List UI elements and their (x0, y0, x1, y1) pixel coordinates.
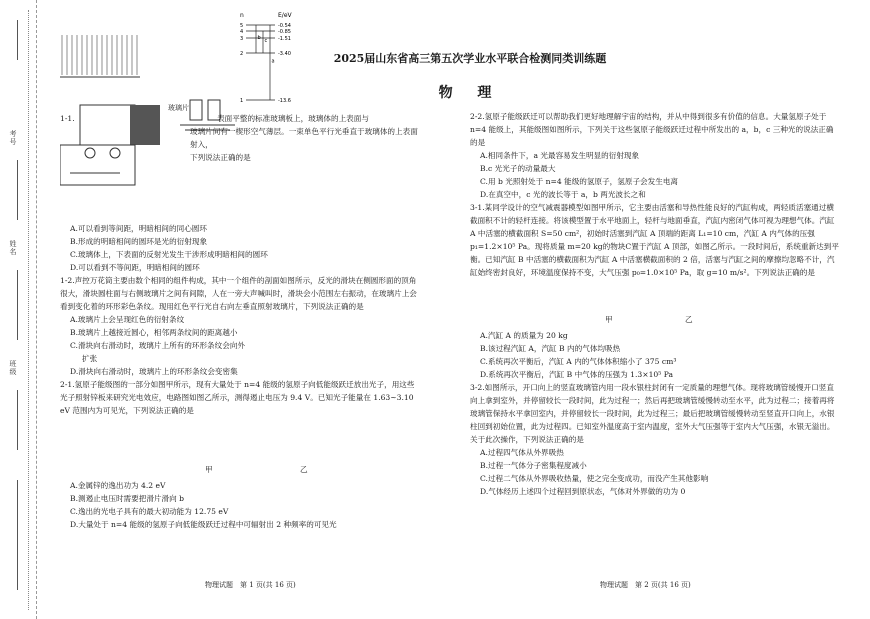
footer-right: 物理试题 第 2 页(共 16 页) (600, 581, 691, 589)
option: A.金属锌的逸出功为 4.2 eV (70, 481, 166, 490)
transition-label: c (264, 38, 268, 44)
energy-level-e: -3.40 (278, 51, 291, 57)
question-2-2: 2-2.氢原子能级跃迁可以帮助我们更好地理解宇宙的结构，并从中得到很多有价值的信息。大量氢原子处于 n=4 能级上，其能级图如图所示，下列关于这些氢原子能级跃迁过程中所发出的 a，b，c 三种光的说法正确的是 (470, 112, 834, 147)
figure-caption-jia: 甲 (605, 315, 613, 324)
figure-gap (470, 279, 840, 329)
energy-level-e: -0.85 (278, 29, 291, 35)
option: C.滑块向右滑动时，玻璃片上所有的环形条纹会向外 (70, 341, 246, 350)
option: D.系统再次平衡后，汽缸 B 中气体的压强为 1.3×10⁵ Pa (480, 370, 674, 379)
question-1-2: 1-2.声控万花筒主要由数个相同的组件构成，其中一个组件的剖面如图所示，反光的滑块在侧圆形面的顶角很大，滑块圆柱面与右侧玻璃片之间有间隙，人在一旁大声喊叫时，滑块会小范围左右振动，在玻璃片上会看到变化着的环形彩色条纹。现用红色平行光自右向左垂直照射玻璃片，下列说法正确的是 (60, 276, 417, 311)
figure-gap (60, 417, 420, 479)
margin-rule (17, 480, 18, 590)
option: B.形成的明暗相间的圆环是光的衍射现象 (70, 237, 208, 246)
cut-line (28, 10, 30, 610)
question-2-1: 2-1.氢原子能级图的一部分如图甲所示，现有大量处于 n=4 能级的氢原子向低能级跃迁放出光子，用这些光子照射锌板来研究光电效应，电路图如图乙所示，测得遏止电压为 9.4 V。已知光子能量在 1.63~3.10 eV 范围内为可见光，下列说法正确的是 (60, 380, 415, 415)
transition-label: a (271, 58, 275, 65)
energy-level-n: 5 (240, 23, 244, 29)
energy-header-e: E/eV (278, 12, 292, 19)
energy-level-n: 4 (240, 29, 244, 35)
question-1-1-stem (60, 112, 420, 125)
option: D.在真空中，c 光的波长等于 a，b 两光波长之和 (480, 190, 646, 199)
margin-label-name: 姓名 (9, 240, 17, 256)
question-number: 1-1. (60, 114, 75, 123)
margin-rule (17, 20, 18, 60)
margin-label-id: 考号 (9, 130, 17, 146)
margin-rule (17, 270, 18, 340)
figure-gap (60, 164, 420, 222)
energy-level-diagram (240, 12, 293, 19)
margin-rule (17, 160, 18, 220)
question-3-1: 3-1.某同学设计的空气减震器模型如图甲所示，它主要由活塞和导热性能良好的汽缸构成，两轻质活塞通过横截面积不计的轻杆连接。将该模型置于水平地面上，轻杆与地面垂直，汽缸内密闭气体可视为理想气体。汽缸 A 中活塞的横截面积 S=50 cm²，初始时活塞到汽缸 A 顶端的距离 L₁=10 cm，汽缸 A 内气体的压强 p₁=1.2×10⁵ Pa。现将质量 m=20 kg的物块C置于汽缸 A 顶部，如图乙所示。一段时间后，系统重新达到平衡。已知汽缸 B 中活塞的横截面积为汽缸 A 中活塞横截面积的 2 倍，活塞与汽缸之间的摩擦均忽略不计，汽缸始终密封良好，环境温度保持不变，大气压强 p₀=1.0×10⁵ Pa，取 g=10 m/s²。下列说法正确的是 (470, 203, 839, 277)
option: A.过程四气体从外界吸热 (480, 448, 564, 457)
margin-label-class: 班级 (9, 360, 17, 376)
option: D.气体经历上述四个过程回到原状态，气体对外界做的功为 0 (480, 487, 686, 496)
binding-margin (0, 0, 37, 619)
energy-level-n: 1 (240, 98, 244, 104)
option: B.该过程汽缸 A，汽缸 B 内的气体均吸热 (480, 344, 621, 353)
option: 扩张 (82, 354, 98, 363)
margin-rule (17, 390, 18, 450)
transition-label: b (257, 35, 261, 41)
energy-level-e: -13.6 (278, 98, 291, 104)
question-3-2: 3-2.如图所示，开口向上的竖直玻璃管内用一段水银柱封闭有一定质量的理想气体。现将玻璃管缓慢开口竖直向上拿到室外，并停留较长一段时间，此为过程一；然后再把玻璃管缓慢转动至水平，此为过程二；接着再将玻璃管保持水平拿回室内，并停留较长一段时间，此为过程三；最后把玻璃管缓慢转动至竖直开口向上，水银柱回到初始位置，此为过程四。已知室外温度高于室内温度，室外大气压强等于室内大气压强，水银无溢出。关于此次操作，下列说法正确的是 (470, 383, 835, 444)
option: A.汽缸 A 的质量为 20 kg (480, 331, 568, 340)
option: A.可以看到等间距，明暗相间的同心圆环 (70, 224, 207, 233)
energy-level-n: 2 (240, 51, 244, 57)
option: C.逸出的光电子具有的最大初动能为 12.75 eV (70, 507, 229, 516)
option: B.c 光光子的动量最大 (480, 164, 556, 173)
figure-caption-jia: 甲 (205, 465, 213, 474)
option: D.大量处于 n=4 能级的氢原子向低能级跃迁过程中可辐射出 2 种频率的可见光 (70, 520, 337, 529)
option: B.过程一气体分子密集程度减小 (480, 461, 587, 470)
question-text: 下列说法正确的是 (190, 153, 251, 162)
option: C.系统再次平衡后，汽缸 A 内的气体体积缩小了 375 cm³ (480, 357, 677, 366)
option: C.用 b 光照射处于 n=4 能级的氢原子，氢原子会发生电离 (480, 177, 679, 186)
option: B.玻璃片上越接近圆心，相邻两条纹间的距离越小 (70, 328, 238, 337)
figure-caption-yi: 乙 (300, 465, 308, 474)
option: D.可以看到不等间距，明暗相间的圆环 (70, 263, 200, 272)
right-column (470, 110, 840, 498)
energy-level-e: -1.51 (278, 36, 291, 42)
energy-level-n: 3 (240, 36, 244, 42)
glass-label: 玻璃片 (168, 104, 189, 112)
question-text: 表面平整的标准玻璃板上，玻璃体的上表面与 (217, 114, 369, 123)
energy-level-e: -0.54 (278, 23, 291, 29)
option: A.相同条件下，a 光最容易发生明显的衍射现象 (480, 151, 640, 160)
energy-header-n: n (240, 12, 244, 19)
footer-left: 物理试题 第 1 页(共 16 页) (205, 581, 296, 589)
option: D.滑块向右滑动时，玻璃片上的环形条纹会变密集 (70, 367, 238, 376)
option: B.测遏止电压时需要把滑片滑向 b (70, 494, 184, 503)
option: A.玻璃片上会呈现红色的衍射条纹 (70, 315, 185, 324)
left-column (60, 112, 420, 531)
figure-caption-yi: 乙 (685, 315, 693, 324)
question-text: 玻璃片间有一楔形空气薄层。一束单色平行光垂直于玻璃体的上表面射入， (190, 127, 418, 149)
option: C.玻璃体上，下表面的反射光发生干涉形成明暗相间的圆环 (70, 250, 268, 259)
subject-title: 物 理 (438, 85, 502, 101)
page-title: 2025届山东省高三第五次学业水平联合检测同类训练题 (333, 52, 607, 65)
option: C.过程二气体从外界吸收热量，使之完全变成功，而没产生其他影响 (480, 474, 709, 483)
